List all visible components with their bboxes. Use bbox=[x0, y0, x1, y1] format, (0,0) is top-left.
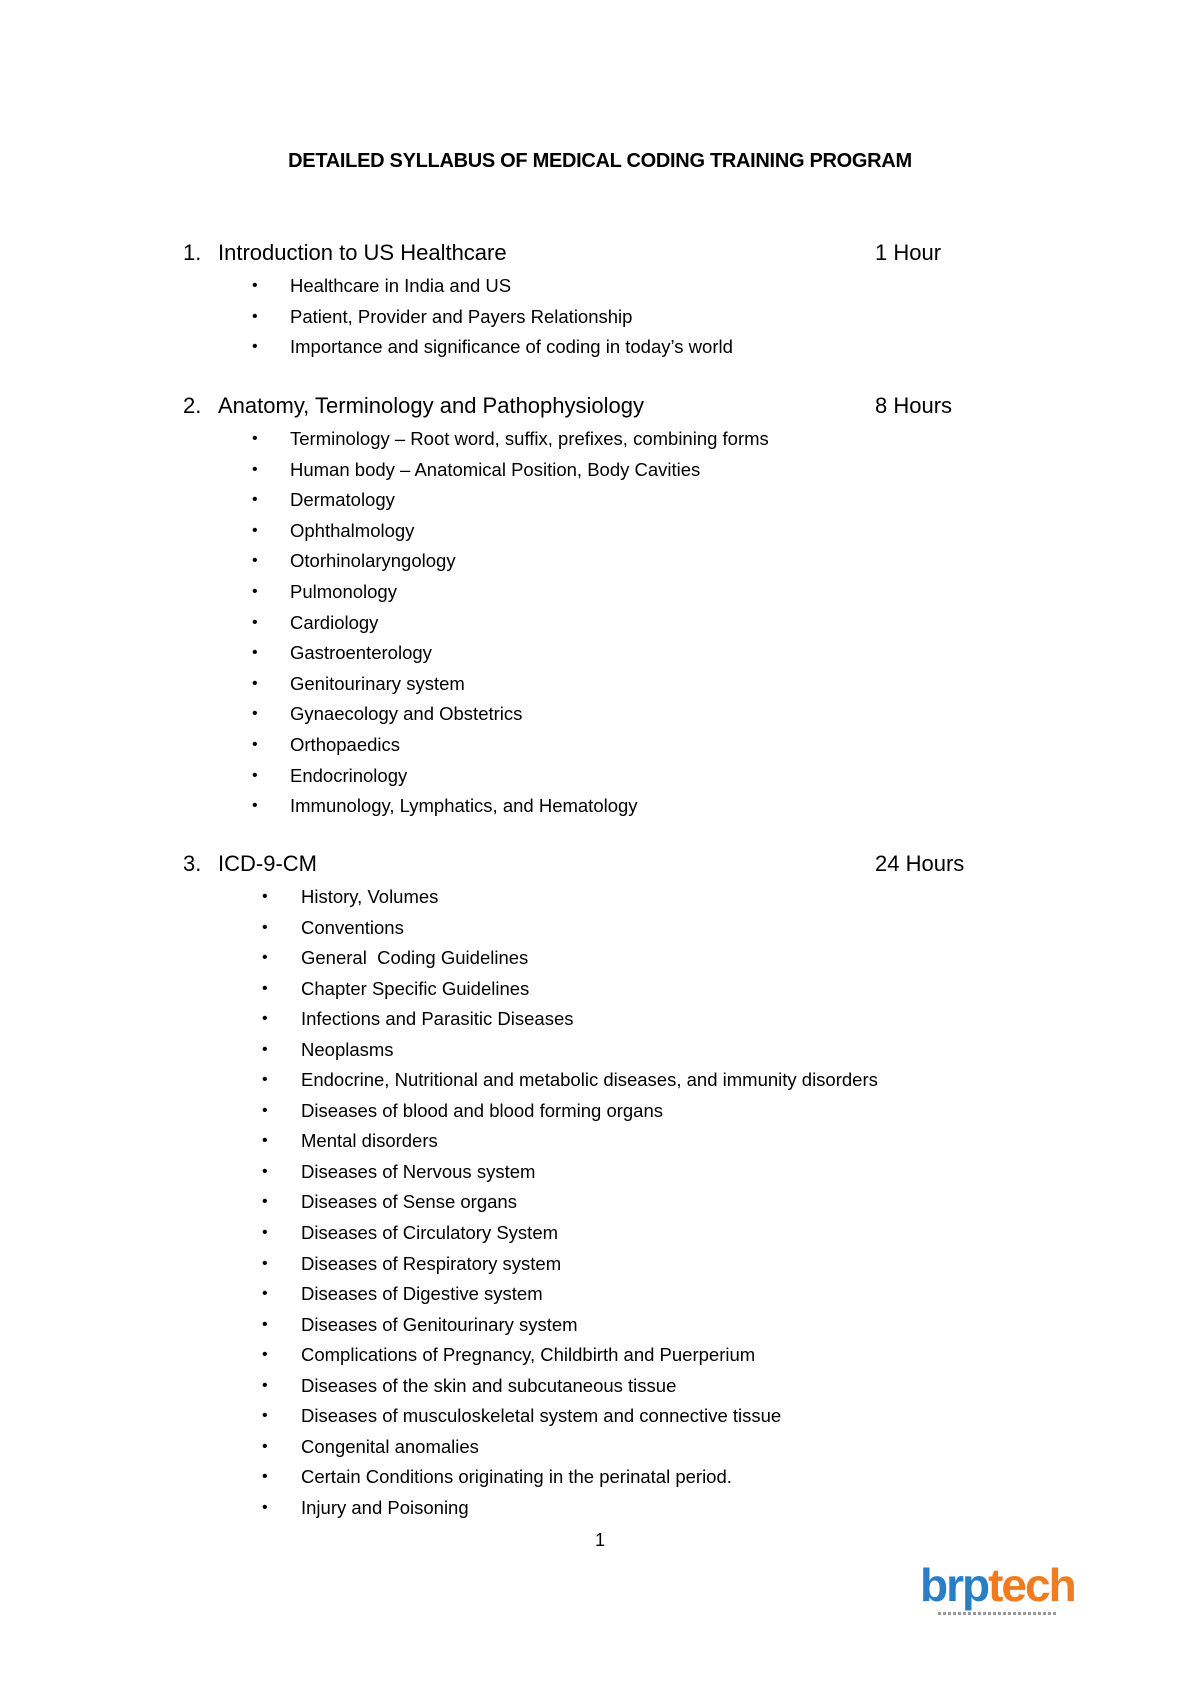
list-item-text: Injury and Poisoning bbox=[301, 1496, 469, 1518]
section-header bbox=[0, 240, 1200, 274]
list-item-text: Ophthalmology bbox=[290, 519, 415, 541]
list-item bbox=[0, 1313, 1200, 1344]
bullet-icon: • bbox=[252, 460, 258, 478]
bullet-icon: • bbox=[252, 705, 258, 723]
bullet-icon: • bbox=[262, 949, 268, 967]
list-item bbox=[0, 977, 1200, 1008]
section-number: 2. bbox=[183, 393, 202, 418]
bullet-icon: • bbox=[252, 521, 258, 539]
list-item bbox=[0, 305, 1200, 336]
section-header bbox=[0, 393, 1200, 427]
list-item bbox=[0, 1221, 1200, 1252]
list-item bbox=[0, 458, 1200, 489]
list-item-text: Endocrine, Nutritional and metabolic diseases, and immunity disorders bbox=[301, 1069, 878, 1091]
bullet-icon: • bbox=[262, 1224, 268, 1242]
bullet-icon: • bbox=[252, 644, 258, 662]
list-item bbox=[0, 794, 1200, 825]
bullet-icon: • bbox=[252, 674, 258, 692]
logo-part-brp: brp bbox=[920, 1559, 989, 1611]
list-item bbox=[0, 1343, 1200, 1374]
bullet-icon: • bbox=[262, 1407, 268, 1425]
bullet-icon: • bbox=[252, 277, 258, 294]
section-title: ICD-9-CM bbox=[218, 851, 317, 876]
list-item bbox=[0, 274, 1200, 305]
list-item bbox=[0, 702, 1200, 733]
page-number: 1 bbox=[594, 1530, 605, 1550]
bullet-icon: • bbox=[262, 1101, 268, 1119]
bullet-icon: • bbox=[262, 1162, 268, 1180]
list-item bbox=[0, 946, 1200, 977]
list-item bbox=[0, 1129, 1200, 1160]
bullet-icon: • bbox=[262, 918, 268, 936]
list-item-text: Infections and Parasitic Diseases bbox=[301, 1008, 574, 1030]
list-item bbox=[0, 611, 1200, 642]
list-item bbox=[0, 672, 1200, 703]
list-item-text: Certain Conditions originating in the perinatal period. bbox=[301, 1466, 732, 1488]
bullet-icon: • bbox=[262, 979, 268, 997]
bullet-icon: • bbox=[262, 1498, 268, 1516]
list-item-text: Diseases of the skin and subcutaneous tissue bbox=[301, 1374, 677, 1396]
list-item bbox=[0, 1007, 1200, 1038]
list-item-text: Human body – Anatomical Position, Body Cavities bbox=[290, 458, 701, 480]
bullet-icon: • bbox=[262, 1254, 268, 1272]
list-item-text: Neoplasms bbox=[301, 1038, 394, 1060]
logo-part-tech: tech bbox=[988, 1559, 1075, 1611]
list-item-text: Terminology – Root word, suffix, prefixes, combining forms bbox=[290, 428, 769, 449]
list-item-text: History, Volumes bbox=[301, 886, 439, 907]
bullet-icon: • bbox=[252, 430, 258, 447]
list-item bbox=[0, 641, 1200, 672]
list-item-text: Cardiology bbox=[290, 611, 379, 633]
list-item bbox=[0, 1252, 1200, 1283]
logo-tagline-graphic bbox=[938, 1612, 1058, 1615]
bullet-icon: • bbox=[252, 552, 258, 570]
list-item bbox=[0, 1496, 1200, 1527]
bullet-icon: • bbox=[252, 582, 258, 600]
bullet-icon: • bbox=[252, 307, 258, 325]
list-item-text: Gastroenterology bbox=[290, 642, 432, 664]
list-item-text: Endocrinology bbox=[290, 764, 408, 786]
list-item-text: Gynaecology and Obstetrics bbox=[290, 703, 523, 725]
bullet-icon: • bbox=[262, 888, 268, 905]
section-icd-9-cm bbox=[0, 851, 1200, 1526]
list-item bbox=[0, 916, 1200, 947]
list-item-text: Importance and significance of coding in today’s world bbox=[290, 336, 733, 358]
section-title: Introduction to US Healthcare bbox=[218, 240, 507, 265]
topic-list bbox=[0, 427, 1200, 825]
bullet-icon: • bbox=[252, 491, 258, 509]
section-duration: 24 Hours bbox=[875, 851, 965, 876]
list-item-text: Complications of Pregnancy, Childbirth and Puerperium bbox=[301, 1344, 756, 1366]
list-item bbox=[0, 1404, 1200, 1435]
bullet-icon: • bbox=[262, 1468, 268, 1486]
list-item-text: Diseases of musculoskeletal system and connective tissue bbox=[301, 1405, 782, 1427]
bullet-icon: • bbox=[262, 1040, 268, 1058]
list-item bbox=[0, 580, 1200, 611]
list-item bbox=[0, 733, 1200, 764]
bullet-icon: • bbox=[262, 1010, 268, 1028]
list-item-text: Diseases of Respiratory system bbox=[301, 1252, 562, 1274]
bullet-icon: • bbox=[252, 613, 258, 631]
section-duration: 8 Hours bbox=[875, 393, 953, 418]
list-item-text: Healthcare in India and US bbox=[290, 275, 512, 296]
list-item-text: Diseases of blood and blood forming organs bbox=[301, 1099, 664, 1121]
list-item bbox=[0, 1099, 1200, 1130]
list-item-text: Conventions bbox=[301, 916, 404, 938]
bullet-icon: • bbox=[262, 1285, 268, 1303]
list-item bbox=[0, 427, 1200, 458]
list-item-text: Dermatology bbox=[290, 489, 395, 511]
list-item-text: Patient, Provider and Payers Relationship bbox=[290, 305, 633, 327]
bullet-icon: • bbox=[262, 1193, 268, 1211]
list-item bbox=[0, 1465, 1200, 1496]
section-number: 1. bbox=[183, 240, 202, 265]
list-item bbox=[0, 885, 1200, 916]
bullet-icon: • bbox=[262, 1315, 268, 1333]
list-item-text: Mental disorders bbox=[301, 1130, 438, 1152]
list-item bbox=[0, 1038, 1200, 1069]
list-item-text: Diseases of Genitourinary system bbox=[301, 1313, 578, 1335]
section-header bbox=[0, 851, 1200, 885]
bullet-icon: • bbox=[252, 797, 258, 815]
list-item-text: Chapter Specific Guidelines bbox=[301, 977, 530, 999]
bullet-icon: • bbox=[262, 1071, 268, 1089]
bullet-icon: • bbox=[252, 766, 258, 784]
section-title: Anatomy, Terminology and Pathophysiology bbox=[218, 393, 644, 418]
bullet-icon: • bbox=[252, 338, 258, 356]
logo-wordmark bbox=[920, 1559, 1075, 1611]
list-item-text: Diseases of Circulatory System bbox=[301, 1222, 559, 1244]
section-duration: 1 Hour bbox=[875, 240, 942, 265]
list-item bbox=[0, 1374, 1200, 1405]
list-item-text: Diseases of Sense organs bbox=[301, 1191, 517, 1213]
bullet-icon: • bbox=[262, 1132, 268, 1150]
section-number: 3. bbox=[183, 851, 202, 876]
topic-list bbox=[0, 885, 1200, 1526]
list-item-text: Immunology, Lymphatics, and Hematology bbox=[290, 795, 638, 817]
list-item bbox=[0, 1160, 1200, 1191]
list-item-text: Diseases of Nervous system bbox=[301, 1160, 536, 1182]
list-item bbox=[0, 1190, 1200, 1221]
section-introduction bbox=[0, 240, 1200, 366]
bullet-icon: • bbox=[262, 1437, 268, 1455]
list-item bbox=[0, 549, 1200, 580]
list-item-text: Pulmonology bbox=[290, 580, 397, 602]
section-anatomy bbox=[0, 393, 1200, 825]
bullet-icon: • bbox=[262, 1346, 268, 1364]
bullet-icon: • bbox=[262, 1376, 268, 1394]
document-title: DETAILED SYLLABUS OF MEDICAL CODING TRAINING PROGRAM bbox=[288, 150, 912, 172]
list-item-text: Congenital anomalies bbox=[301, 1435, 479, 1457]
list-item-text: General Coding Guidelines bbox=[301, 947, 529, 969]
list-item bbox=[0, 519, 1200, 550]
bullet-icon: • bbox=[252, 735, 258, 753]
list-item bbox=[0, 488, 1200, 519]
brptech-logo bbox=[920, 1559, 1075, 1622]
list-item-text: Diseases of Digestive system bbox=[301, 1283, 543, 1305]
list-item bbox=[0, 1282, 1200, 1313]
list-item bbox=[0, 764, 1200, 795]
list-item bbox=[0, 1068, 1200, 1099]
topic-list bbox=[0, 274, 1200, 366]
list-item-text: Genitourinary system bbox=[290, 672, 465, 694]
list-item-text: Otorhinolaryngology bbox=[290, 550, 456, 572]
list-item bbox=[0, 335, 1200, 366]
list-item bbox=[0, 1435, 1200, 1466]
list-item-text: Orthopaedics bbox=[290, 733, 401, 755]
